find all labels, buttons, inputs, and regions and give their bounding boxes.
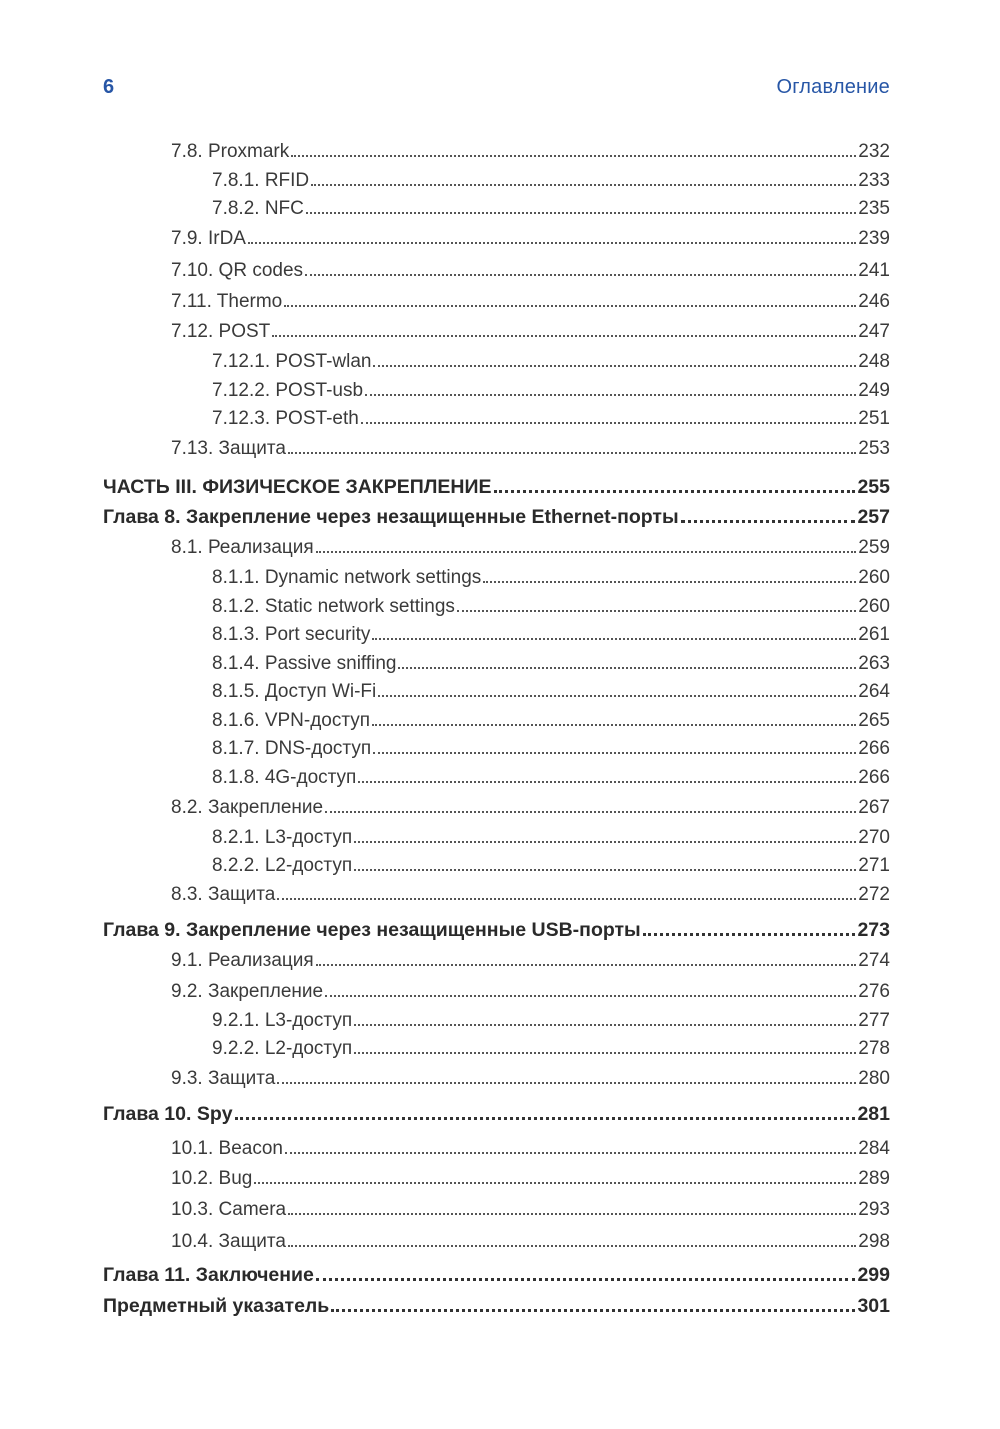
toc-entry[interactable]	[171, 882, 890, 908]
toc-entry-page: 232	[858, 141, 890, 162]
toc-entry-title: 7.8.1. RFID	[212, 170, 310, 191]
toc-entry-title: 9.2. Закрепление	[171, 981, 324, 1002]
toc-leader-dots	[285, 1151, 856, 1154]
toc-entry[interactable]	[171, 979, 890, 1005]
toc-entry-title: 8.1. Реализация	[171, 537, 314, 558]
toc-entry-title: Глава 9. Закрепление через незащищенные USB-порты	[103, 919, 641, 941]
toc-leader-dots	[373, 751, 856, 754]
toc-leader-dots	[311, 183, 856, 186]
toc-entry-page: 281	[857, 1103, 890, 1125]
toc-entry[interactable]	[212, 1036, 890, 1062]
toc-entry[interactable]	[103, 1262, 890, 1288]
toc-entry-title: 10.2. Bug	[171, 1168, 253, 1189]
toc-leader-dots	[325, 810, 856, 813]
toc-leader-dots	[272, 334, 856, 337]
toc-entry[interactable]	[212, 736, 890, 762]
toc-entry-title: ЧАСТЬ III. ФИЗИЧЕСКОЕ ЗАКРЕПЛЕНИЕ	[103, 476, 492, 498]
toc-entry[interactable]	[171, 1197, 890, 1223]
toc-entry-page: 289	[858, 1168, 890, 1189]
toc-entry-title: 7.12.1. POST-wlan	[212, 351, 372, 372]
toc-leader-dots	[235, 1116, 856, 1120]
toc-entry[interactable]	[212, 622, 890, 648]
toc-entry-title: 8.1.1. Dynamic network settings	[212, 567, 482, 588]
running-title: Оглавление	[776, 76, 890, 98]
toc-entry-page: 266	[858, 738, 890, 759]
toc-entry-page: 298	[858, 1231, 890, 1252]
toc-entry[interactable]	[103, 504, 890, 530]
toc-entry-title: 7.9. IrDA	[171, 228, 246, 249]
toc-entry[interactable]	[212, 1008, 890, 1034]
toc-entry[interactable]	[212, 196, 890, 222]
page-number: 6	[103, 76, 115, 98]
toc-entry[interactable]	[103, 917, 890, 943]
toc-leader-dots	[291, 154, 856, 157]
toc-entry-title: 7.8.2. NFC	[212, 198, 304, 219]
toc-entry-title: 8.2.2. L2-доступ	[212, 855, 353, 876]
toc-leader-dots	[354, 868, 856, 871]
toc-entry-title: 9.3. Защита	[171, 1068, 276, 1089]
toc-leader-dots	[354, 840, 856, 843]
toc-leader-dots	[681, 519, 856, 523]
toc-entry-title: 8.1.2. Static network settings	[212, 596, 455, 617]
toc-entry-page: 260	[858, 567, 890, 588]
toc-entry[interactable]	[171, 289, 890, 315]
toc-entry-page: 280	[858, 1068, 890, 1089]
toc-entry[interactable]	[171, 1166, 890, 1192]
toc-entry[interactable]	[171, 1136, 890, 1162]
toc-entry-page: 271	[858, 855, 890, 876]
toc-entry-title: 8.1.6. VPN-доступ	[212, 710, 371, 731]
toc-entry-title: 8.1.3. Port security	[212, 624, 371, 645]
toc-leader-dots	[372, 723, 856, 726]
toc-entry-title: 8.2. Закрепление	[171, 797, 324, 818]
toc-entry-page: 233	[858, 170, 890, 191]
toc-entry[interactable]	[171, 795, 890, 821]
toc-entry-title: Предметный указатель	[103, 1295, 330, 1317]
toc-entry-title: 7.12.3. POST-eth	[212, 408, 359, 429]
toc-entry[interactable]	[212, 168, 890, 194]
toc-leader-dots	[325, 994, 856, 997]
toc-entry-page: 276	[858, 981, 890, 1002]
toc-entry[interactable]	[212, 406, 890, 432]
toc-entry-page: 257	[857, 506, 890, 528]
toc-leader-dots	[277, 897, 856, 900]
toc-entry-page: 270	[858, 827, 890, 848]
toc-entry[interactable]	[212, 594, 890, 620]
toc-leader-dots	[643, 932, 856, 936]
toc-entry-page: 272	[858, 884, 890, 905]
toc-entry-title: 7.10. QR codes	[171, 260, 304, 281]
toc-leader-dots	[372, 637, 856, 640]
toc-entry[interactable]	[103, 1101, 890, 1127]
toc-entry-page: 263	[858, 653, 890, 674]
toc-entry-page: 247	[858, 321, 890, 342]
toc-entry-title: 8.2.1. L3-доступ	[212, 827, 353, 848]
toc-leader-dots	[288, 1212, 856, 1215]
toc-entry[interactable]	[212, 765, 890, 791]
toc-entry[interactable]	[103, 1293, 890, 1319]
toc-entry-page: 255	[857, 476, 890, 498]
toc-entry-title: 9.1. Реализация	[171, 950, 314, 971]
toc-entry-page: 261	[858, 624, 890, 645]
toc-entry-page: 235	[858, 198, 890, 219]
toc-entry[interactable]	[171, 319, 890, 345]
toc-entry-title: 8.1.4. Passive sniffing	[212, 653, 397, 674]
toc-entry-page: 277	[858, 1010, 890, 1031]
toc-entry[interactable]	[171, 139, 890, 165]
toc-entry-title: 10.3. Camera	[171, 1199, 287, 1220]
toc-entry[interactable]	[212, 378, 890, 404]
toc-entry-title: 8.3. Защита	[171, 884, 276, 905]
toc-entry-page: 239	[858, 228, 890, 249]
toc-entry-page: 284	[858, 1138, 890, 1159]
toc-leader-dots	[361, 421, 856, 424]
toc-entry-title: 7.11. Thermo	[171, 291, 283, 312]
toc-entry[interactable]	[212, 565, 890, 591]
toc-leader-dots	[373, 364, 856, 367]
toc-entry-page: 249	[858, 380, 890, 401]
toc-entry-page: 273	[857, 919, 890, 941]
toc-entry-page: 299	[857, 1264, 890, 1286]
toc-entry[interactable]	[171, 1229, 890, 1255]
toc-leader-dots	[316, 963, 857, 966]
toc-leader-dots	[483, 580, 856, 583]
toc-entry-page: 278	[858, 1038, 890, 1059]
toc-entry-title: 8.1.7. DNS-доступ	[212, 738, 372, 759]
toc-entry-page: 293	[858, 1199, 890, 1220]
toc-entry-title: Глава 10. Spy	[103, 1103, 233, 1125]
toc-entry-page: 267	[858, 797, 890, 818]
toc-entry[interactable]	[171, 226, 890, 252]
toc-entry[interactable]	[171, 948, 890, 974]
toc-entry-page: 265	[858, 710, 890, 731]
toc-entry-title: 10.4. Защита	[171, 1231, 286, 1252]
toc-entry-page: 260	[858, 596, 890, 617]
toc-entry[interactable]	[212, 825, 890, 851]
toc-leader-dots	[354, 1051, 856, 1054]
toc-entry-page: 246	[858, 291, 890, 312]
toc-leader-dots	[284, 304, 856, 307]
toc-entry-title: 7.12. POST	[171, 321, 271, 342]
toc-entry-page: 259	[858, 537, 890, 558]
toc-entry[interactable]	[212, 651, 890, 677]
toc-entry-title: 10.1. Beacon	[171, 1138, 283, 1159]
toc-entry[interactable]	[212, 679, 890, 705]
toc-entry[interactable]	[212, 853, 890, 879]
toc-leader-dots	[316, 1277, 856, 1281]
toc-entry-title: 7.12.2. POST-usb	[212, 380, 364, 401]
toc-entry[interactable]	[212, 708, 890, 734]
toc-entry-title: 7.13. Защита	[171, 438, 286, 459]
toc-leader-dots	[365, 393, 856, 396]
toc-entry-title: Глава 11. Заключение	[103, 1264, 314, 1286]
toc-leader-dots	[288, 451, 856, 454]
toc-leader-dots	[306, 211, 856, 214]
toc-entry[interactable]	[171, 535, 890, 561]
toc-entry[interactable]	[103, 474, 890, 500]
toc-entry-page: 248	[858, 351, 890, 372]
toc-entry-page: 251	[858, 408, 890, 429]
toc-leader-dots	[457, 609, 856, 612]
toc-leader-dots	[316, 550, 857, 553]
toc-leader-dots	[378, 694, 856, 697]
toc-entry-page: 253	[858, 438, 890, 459]
toc-entry-title: 9.2.1. L3-доступ	[212, 1010, 353, 1031]
toc-leader-dots	[254, 1181, 856, 1184]
toc-leader-dots	[277, 1081, 856, 1084]
toc-entry-title: 7.8. Proxmark	[171, 141, 290, 162]
toc-entry[interactable]	[171, 1066, 890, 1092]
toc-entry-page: 266	[858, 767, 890, 788]
toc-entry-title: 8.1.8. 4G-доступ	[212, 767, 357, 788]
toc-entry-title: Глава 8. Закрепление через незащищенные Ethernet-порты	[103, 506, 679, 528]
toc-leader-dots	[398, 666, 856, 669]
toc-entry-title: 8.1.5. Доступ Wi-Fi	[212, 681, 377, 702]
toc-entry[interactable]	[212, 349, 890, 375]
toc-leader-dots	[354, 1023, 856, 1026]
toc-entry-page: 301	[857, 1295, 890, 1317]
toc-leader-dots	[331, 1308, 855, 1312]
toc-leader-dots	[248, 241, 856, 244]
toc-leader-dots	[358, 780, 856, 783]
toc-entry-page: 274	[858, 950, 890, 971]
toc-leader-dots	[288, 1244, 856, 1247]
toc-entry-title: 9.2.2. L2-доступ	[212, 1038, 353, 1059]
toc-entry-page: 264	[858, 681, 890, 702]
toc-leader-dots	[494, 489, 856, 493]
toc-leader-dots	[305, 273, 856, 276]
toc-entry-page: 241	[858, 260, 890, 281]
toc-entry[interactable]	[171, 258, 890, 284]
toc-entry[interactable]	[171, 436, 890, 462]
